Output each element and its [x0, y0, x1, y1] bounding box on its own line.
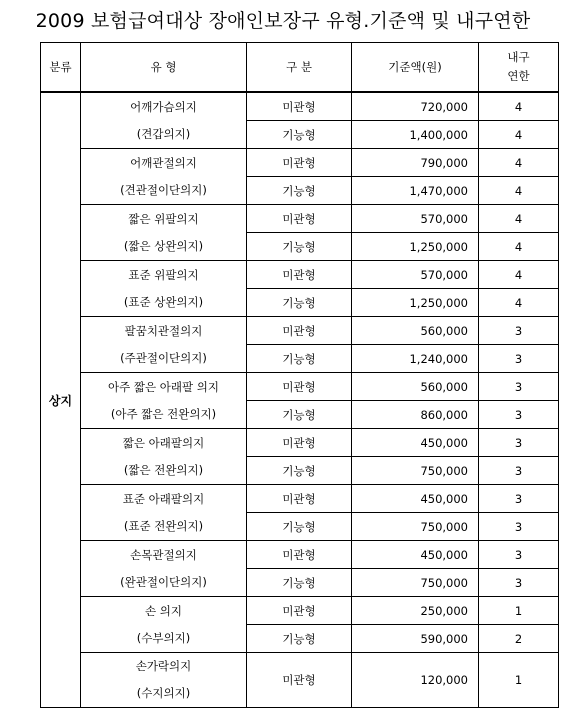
durability-cell: 1 — [479, 597, 559, 625]
amount-cell: 860,000 — [352, 401, 479, 429]
durability-cell: 4 — [479, 92, 559, 121]
table-row — [41, 373, 559, 401]
type-name: 손가락의지 — [135, 659, 192, 673]
durability-cell: 3 — [479, 345, 559, 373]
type-cell — [81, 149, 247, 205]
table-row — [41, 597, 559, 625]
durability-cell: 1 — [479, 653, 559, 708]
durability-cell: 3 — [479, 457, 559, 485]
durability-cell: 3 — [479, 429, 559, 457]
amount-cell: 570,000 — [352, 205, 479, 233]
division-cell: 미관형 — [247, 485, 352, 513]
division-cell: 미관형 — [247, 653, 352, 708]
amount-cell: 750,000 — [352, 513, 479, 541]
type-cell — [81, 597, 247, 653]
type-name: 손 의지 — [145, 603, 182, 618]
benefit-table — [40, 42, 559, 708]
type-alt-name: (견관절이단의지) — [120, 182, 207, 197]
durability-cell: 4 — [479, 289, 559, 317]
type-cell — [81, 261, 247, 317]
durability-cell: 4 — [479, 205, 559, 233]
durability-cell: 2 — [479, 625, 559, 653]
division-cell: 기능형 — [247, 457, 352, 485]
amount-cell: 120,000 — [352, 653, 479, 708]
division-cell: 미관형 — [247, 149, 352, 177]
table-row — [41, 485, 559, 513]
durability-cell: 3 — [479, 401, 559, 429]
amount-cell: 1,470,000 — [352, 177, 479, 205]
type-cell — [81, 429, 247, 485]
amount-cell: 750,000 — [352, 569, 479, 597]
durability-cell: 3 — [479, 317, 559, 345]
page-title: 2009 보험급여대상 장애인보장구 유형.기준액 및 내구연한 — [35, 10, 531, 32]
table-row — [41, 429, 559, 457]
durability-cell: 4 — [479, 233, 559, 261]
header-durability-line1: 내구 — [507, 50, 530, 64]
division-cell: 기능형 — [247, 513, 352, 541]
amount-cell: 720,000 — [352, 92, 479, 121]
table-row — [41, 317, 559, 345]
division-cell: 미관형 — [247, 373, 352, 401]
type-alt-name: (짧은 상완의지) — [123, 238, 204, 253]
division-cell: 미관형 — [247, 429, 352, 457]
durability-cell: 4 — [479, 261, 559, 289]
type-alt-name: (주관절이단의지) — [120, 350, 207, 365]
header-row — [41, 43, 559, 93]
category-cell: 상지 — [41, 92, 81, 708]
division-cell: 기능형 — [247, 401, 352, 429]
division-cell: 기능형 — [247, 177, 352, 205]
durability-cell: 4 — [479, 177, 559, 205]
amount-cell: 450,000 — [352, 485, 479, 513]
division-cell: 기능형 — [247, 345, 352, 373]
division-cell: 기능형 — [247, 289, 352, 317]
header-durability — [479, 43, 559, 93]
amount-cell: 1,400,000 — [352, 121, 479, 149]
amount-cell: 1,240,000 — [352, 345, 479, 373]
type-name: 표준 위팔의지 — [128, 267, 199, 282]
type-name: 아주 짧은 아래팔 의지 — [108, 379, 219, 394]
type-alt-name: (표준 상완의지) — [123, 294, 204, 309]
division-cell: 기능형 — [247, 233, 352, 261]
table-row — [41, 92, 559, 121]
type-cell — [81, 317, 247, 373]
amount-cell: 250,000 — [352, 597, 479, 625]
division-cell: 미관형 — [247, 541, 352, 569]
type-alt-name: (완관절이단의지) — [120, 574, 207, 589]
type-alt-name: (아주 짧은 전완의지) — [110, 406, 217, 421]
type-cell — [81, 373, 247, 429]
type-cell — [81, 92, 247, 149]
amount-cell: 1,250,000 — [352, 233, 479, 261]
amount-cell: 560,000 — [352, 317, 479, 345]
amount-cell: 590,000 — [352, 625, 479, 653]
type-name: 어깨가슴의지 — [130, 99, 197, 114]
type-name: 팔꿈치관절의지 — [124, 323, 203, 338]
amount-cell: 560,000 — [352, 373, 479, 401]
table-row — [41, 149, 559, 177]
amount-cell: 750,000 — [352, 457, 479, 485]
header-amount: 기준액(원) — [352, 43, 479, 93]
amount-cell: 450,000 — [352, 541, 479, 569]
type-alt-name: (견갑의지) — [136, 126, 191, 141]
division-cell: 미관형 — [247, 205, 352, 233]
durability-cell: 3 — [479, 373, 559, 401]
durability-cell: 4 — [479, 149, 559, 177]
type-cell — [81, 205, 247, 261]
table-row — [41, 653, 559, 708]
durability-cell: 3 — [479, 541, 559, 569]
amount-cell: 570,000 — [352, 261, 479, 289]
header-durability-line2: 연한 — [507, 69, 530, 83]
type-alt-name: (표준 전완의지) — [123, 518, 204, 533]
table-row — [41, 205, 559, 233]
table-body — [41, 92, 559, 708]
type-alt-name: (짧은 전완의지) — [123, 462, 204, 477]
division-cell: 미관형 — [247, 261, 352, 289]
amount-cell: 450,000 — [352, 429, 479, 457]
amount-cell: 790,000 — [352, 149, 479, 177]
type-cell — [81, 653, 247, 708]
type-cell — [81, 485, 247, 541]
durability-cell: 3 — [479, 485, 559, 513]
durability-cell: 3 — [479, 513, 559, 541]
header-type: 유 형 — [81, 43, 247, 93]
header-category: 분류 — [41, 43, 81, 93]
division-cell: 미관형 — [247, 317, 352, 345]
type-name: 어깨관절의지 — [130, 155, 197, 170]
division-cell: 기능형 — [247, 625, 352, 653]
type-alt-name: (수지의지) — [136, 686, 191, 700]
division-cell: 기능형 — [247, 569, 352, 597]
type-alt-name: (수부의지) — [136, 630, 191, 645]
header-division: 구 분 — [247, 43, 352, 93]
type-name: 손목관절의지 — [130, 547, 197, 562]
division-cell: 미관형 — [247, 597, 352, 625]
type-cell — [81, 541, 247, 597]
amount-cell: 1,250,000 — [352, 289, 479, 317]
durability-cell: 4 — [479, 121, 559, 149]
type-name: 짧은 아래팔의지 — [122, 435, 205, 450]
type-name: 표준 아래팔의지 — [122, 491, 205, 506]
division-cell: 기능형 — [247, 121, 352, 149]
durability-cell: 3 — [479, 569, 559, 597]
table-row — [41, 541, 559, 569]
division-cell: 미관형 — [247, 92, 352, 121]
table-row — [41, 261, 559, 289]
type-name: 짧은 위팔의지 — [128, 211, 199, 226]
